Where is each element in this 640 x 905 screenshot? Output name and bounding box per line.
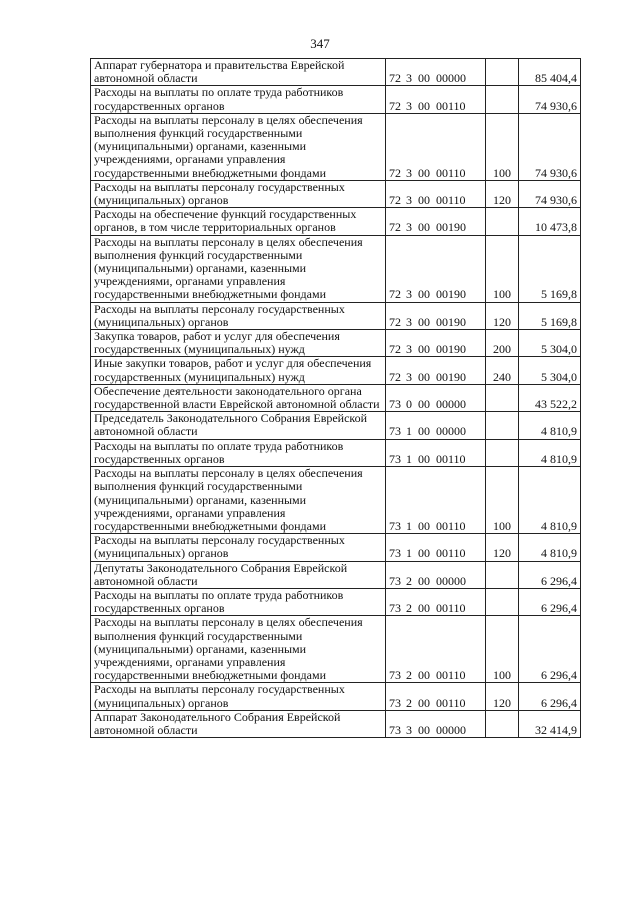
code-part: 00000 bbox=[436, 722, 466, 737]
code-part: 00 bbox=[418, 220, 430, 235]
table-row bbox=[91, 616, 581, 683]
row-sum-cell: 43 522,2 bbox=[519, 384, 581, 411]
row-code-cell bbox=[386, 534, 486, 561]
code-part: 00 bbox=[418, 98, 430, 113]
row-name-cell: Расходы на выплаты персоналу государственных (муниципальных) органов bbox=[91, 534, 386, 561]
row-sum-cell: 85 404,4 bbox=[519, 59, 581, 86]
row-expense-type-cell bbox=[486, 588, 519, 615]
row-name-cell: Расходы на выплаты по оплате труда работников государственных органов bbox=[91, 86, 386, 113]
row-name-cell: Расходы на выплаты персоналу в целях обеспечения выполнения функций государственными (муниципальными) органами, казенными учреждениями, органами управления государственными внебюджетными фондами bbox=[91, 235, 386, 302]
row-name-cell: Расходы на выплаты персоналу государственных (муниципальных) органов bbox=[91, 180, 386, 207]
code-part: 00110 bbox=[436, 451, 466, 466]
row-sum-cell: 74 930,6 bbox=[519, 180, 581, 207]
table-row bbox=[91, 710, 581, 737]
code-part: 72 bbox=[389, 98, 401, 113]
row-name-cell: Расходы на выплаты персоналу государственных (муниципальных) органов bbox=[91, 683, 386, 710]
row-expense-type-cell bbox=[486, 561, 519, 588]
row-sum-cell: 6 296,4 bbox=[519, 561, 581, 588]
page-number: 347 bbox=[310, 36, 330, 51]
row-sum-cell: 4 810,9 bbox=[519, 412, 581, 439]
code-part: 0 bbox=[406, 397, 412, 412]
code-part: 73 bbox=[389, 695, 401, 710]
row-name-cell: Обеспечение деятельности законодательного органа государственной власти Еврейской автономной области bbox=[91, 384, 386, 411]
row-name-cell: Аппарат губернатора и правительства Еврейской автономной области bbox=[91, 59, 386, 86]
code-part: 3 bbox=[406, 342, 412, 357]
code-part: 3 bbox=[406, 220, 412, 235]
code-part: 00 bbox=[418, 314, 430, 329]
row-expense-type-cell: 240 bbox=[486, 357, 519, 384]
code-part: 73 bbox=[389, 451, 401, 466]
row-code-cell bbox=[386, 302, 486, 329]
row-sum-cell: 74 930,6 bbox=[519, 113, 581, 180]
row-expense-type-cell: 100 bbox=[486, 616, 519, 683]
row-sum-cell: 5 304,0 bbox=[519, 357, 581, 384]
row-expense-type-cell: 120 bbox=[486, 180, 519, 207]
code-part: 00 bbox=[418, 668, 430, 683]
code-part: 00 bbox=[418, 193, 430, 208]
table-row bbox=[91, 384, 581, 411]
code-part: 00 bbox=[418, 342, 430, 357]
row-expense-type-cell bbox=[486, 59, 519, 86]
code-part: 00 bbox=[418, 518, 430, 533]
row-code-cell bbox=[386, 439, 486, 466]
code-part: 3 bbox=[406, 98, 412, 113]
row-expense-type-cell: 120 bbox=[486, 302, 519, 329]
code-part: 00 bbox=[418, 424, 430, 439]
row-name-cell: Расходы на выплаты персоналу в целях обеспечения выполнения функций государственными (муниципальными) органами, казенными учреждениями, органами управления государственными внебюджетными фондами bbox=[91, 467, 386, 534]
code-part: 00000 bbox=[436, 573, 466, 588]
code-part: 00 bbox=[418, 546, 430, 561]
table-row bbox=[91, 330, 581, 357]
budget-table-body bbox=[91, 59, 581, 738]
code-part: 1 bbox=[406, 424, 412, 439]
row-name-cell: Расходы на выплаты по оплате труда работников государственных органов bbox=[91, 588, 386, 615]
table-row bbox=[91, 357, 581, 384]
code-part: 72 bbox=[389, 193, 401, 208]
code-part: 72 bbox=[389, 369, 401, 384]
code-part: 00 bbox=[418, 722, 430, 737]
row-sum-cell: 5 304,0 bbox=[519, 330, 581, 357]
row-expense-type-cell: 200 bbox=[486, 330, 519, 357]
table-row bbox=[91, 683, 581, 710]
code-part: 2 bbox=[406, 601, 412, 616]
code-part: 73 bbox=[389, 546, 401, 561]
row-sum-cell: 6 296,4 bbox=[519, 588, 581, 615]
row-expense-type-cell bbox=[486, 86, 519, 113]
row-sum-cell: 6 296,4 bbox=[519, 683, 581, 710]
table-row bbox=[91, 208, 581, 235]
code-part: 73 bbox=[389, 668, 401, 683]
code-part: 1 bbox=[406, 546, 412, 561]
code-part: 3 bbox=[406, 369, 412, 384]
row-sum-cell: 5 169,8 bbox=[519, 302, 581, 329]
row-expense-type-cell bbox=[486, 208, 519, 235]
row-code-cell bbox=[386, 357, 486, 384]
table-row bbox=[91, 113, 581, 180]
row-expense-type-cell: 100 bbox=[486, 235, 519, 302]
code-part: 3 bbox=[406, 193, 412, 208]
row-sum-cell: 4 810,9 bbox=[519, 467, 581, 534]
code-part: 73 bbox=[389, 397, 401, 412]
code-part: 00 bbox=[418, 451, 430, 466]
row-code-cell bbox=[386, 208, 486, 235]
table-row bbox=[91, 561, 581, 588]
code-part: 00 bbox=[418, 573, 430, 588]
row-sum-cell: 6 296,4 bbox=[519, 616, 581, 683]
table-row bbox=[91, 412, 581, 439]
code-part: 72 bbox=[389, 287, 401, 302]
row-name-cell: Закупка товаров, работ и услуг для обеспечения государственных (муниципальных) нужд bbox=[91, 330, 386, 357]
code-part: 00000 bbox=[436, 71, 466, 86]
row-name-cell: Расходы на выплаты персоналу в целях обеспечения выполнения функций государственными (муниципальными) органами, казенными учреждениями, органами управления государственными внебюджетными фондами bbox=[91, 616, 386, 683]
code-part: 00 bbox=[418, 601, 430, 616]
table-row bbox=[91, 59, 581, 86]
table-row bbox=[91, 534, 581, 561]
row-code-cell bbox=[386, 588, 486, 615]
row-name-cell: Расходы на обеспечение функций государственных органов, в том числе территориальных органов bbox=[91, 208, 386, 235]
code-part: 00110 bbox=[436, 193, 466, 208]
code-part: 73 bbox=[389, 424, 401, 439]
row-sum-cell: 4 810,9 bbox=[519, 439, 581, 466]
code-part: 2 bbox=[406, 695, 412, 710]
code-part: 72 bbox=[389, 220, 401, 235]
code-part: 00190 bbox=[436, 314, 466, 329]
code-part: 00000 bbox=[436, 424, 466, 439]
row-code-cell bbox=[386, 330, 486, 357]
code-part: 00110 bbox=[436, 601, 466, 616]
table-row bbox=[91, 588, 581, 615]
code-part: 73 bbox=[389, 601, 401, 616]
row-code-cell bbox=[386, 710, 486, 737]
row-name-cell: Иные закупки товаров, работ и услуг для обеспечения государственных (муниципальных) нужд bbox=[91, 357, 386, 384]
row-name-cell: Председатель Законодательного Собрания Еврейской автономной области bbox=[91, 412, 386, 439]
code-part: 00 bbox=[418, 165, 430, 180]
code-part: 1 bbox=[406, 451, 412, 466]
row-name-cell: Депутаты Законодательного Собрания Еврейской автономной области bbox=[91, 561, 386, 588]
table-row bbox=[91, 86, 581, 113]
code-part: 72 bbox=[389, 342, 401, 357]
table-row bbox=[91, 467, 581, 534]
code-part: 00190 bbox=[436, 342, 466, 357]
code-part: 00110 bbox=[436, 695, 466, 710]
code-part: 3 bbox=[406, 722, 412, 737]
code-part: 72 bbox=[389, 71, 401, 86]
row-code-cell bbox=[386, 235, 486, 302]
code-part: 00110 bbox=[436, 165, 466, 180]
row-expense-type-cell: 120 bbox=[486, 683, 519, 710]
code-part: 1 bbox=[406, 518, 412, 533]
row-expense-type-cell: 100 bbox=[486, 467, 519, 534]
row-expense-type-cell bbox=[486, 439, 519, 466]
code-part: 3 bbox=[406, 314, 412, 329]
code-part: 00 bbox=[418, 287, 430, 302]
row-name-cell: Расходы на выплаты по оплате труда работников государственных органов bbox=[91, 439, 386, 466]
code-part: 00000 bbox=[436, 397, 466, 412]
table-row bbox=[91, 180, 581, 207]
row-code-cell bbox=[386, 384, 486, 411]
code-part: 3 bbox=[406, 165, 412, 180]
code-part: 00 bbox=[418, 397, 430, 412]
row-code-cell bbox=[386, 412, 486, 439]
row-sum-cell: 10 473,8 bbox=[519, 208, 581, 235]
code-part: 73 bbox=[389, 573, 401, 588]
code-part: 3 bbox=[406, 71, 412, 86]
row-sum-cell: 32 414,9 bbox=[519, 710, 581, 737]
code-part: 00110 bbox=[436, 518, 466, 533]
row-sum-cell: 74 930,6 bbox=[519, 86, 581, 113]
code-part: 72 bbox=[389, 314, 401, 329]
row-name-cell: Аппарат Законодательного Собрания Еврейской автономной области bbox=[91, 710, 386, 737]
code-part: 00110 bbox=[436, 98, 466, 113]
row-sum-cell: 4 810,9 bbox=[519, 534, 581, 561]
budget-table bbox=[90, 58, 581, 738]
row-expense-type-cell bbox=[486, 412, 519, 439]
code-part: 00190 bbox=[436, 287, 466, 302]
code-part: 00110 bbox=[436, 546, 466, 561]
row-code-cell bbox=[386, 59, 486, 86]
row-name-cell: Расходы на выплаты персоналу в целях обеспечения выполнения функций государственными (муниципальными) органами, казенными учреждениями, органами управления государственными внебюджетными фондами bbox=[91, 113, 386, 180]
table-row bbox=[91, 235, 581, 302]
code-part: 00190 bbox=[436, 220, 466, 235]
code-part: 72 bbox=[389, 165, 401, 180]
row-expense-type-cell bbox=[486, 710, 519, 737]
row-name-cell: Расходы на выплаты персоналу государственных (муниципальных) органов bbox=[91, 302, 386, 329]
code-part: 00 bbox=[418, 71, 430, 86]
code-part: 2 bbox=[406, 573, 412, 588]
code-part: 3 bbox=[406, 287, 412, 302]
code-part: 00 bbox=[418, 369, 430, 384]
code-part: 00110 bbox=[436, 668, 466, 683]
row-code-cell bbox=[386, 561, 486, 588]
code-part: 00190 bbox=[436, 369, 466, 384]
table-row bbox=[91, 302, 581, 329]
row-code-cell bbox=[386, 683, 486, 710]
code-part: 73 bbox=[389, 722, 401, 737]
row-code-cell bbox=[386, 113, 486, 180]
row-expense-type-cell: 100 bbox=[486, 113, 519, 180]
row-sum-cell: 5 169,8 bbox=[519, 235, 581, 302]
code-part: 73 bbox=[389, 518, 401, 533]
row-code-cell bbox=[386, 180, 486, 207]
row-expense-type-cell bbox=[486, 384, 519, 411]
code-part: 2 bbox=[406, 668, 412, 683]
row-expense-type-cell: 120 bbox=[486, 534, 519, 561]
code-part: 00 bbox=[418, 695, 430, 710]
table-row bbox=[91, 439, 581, 466]
row-code-cell bbox=[386, 86, 486, 113]
row-code-cell bbox=[386, 467, 486, 534]
row-code-cell bbox=[386, 616, 486, 683]
